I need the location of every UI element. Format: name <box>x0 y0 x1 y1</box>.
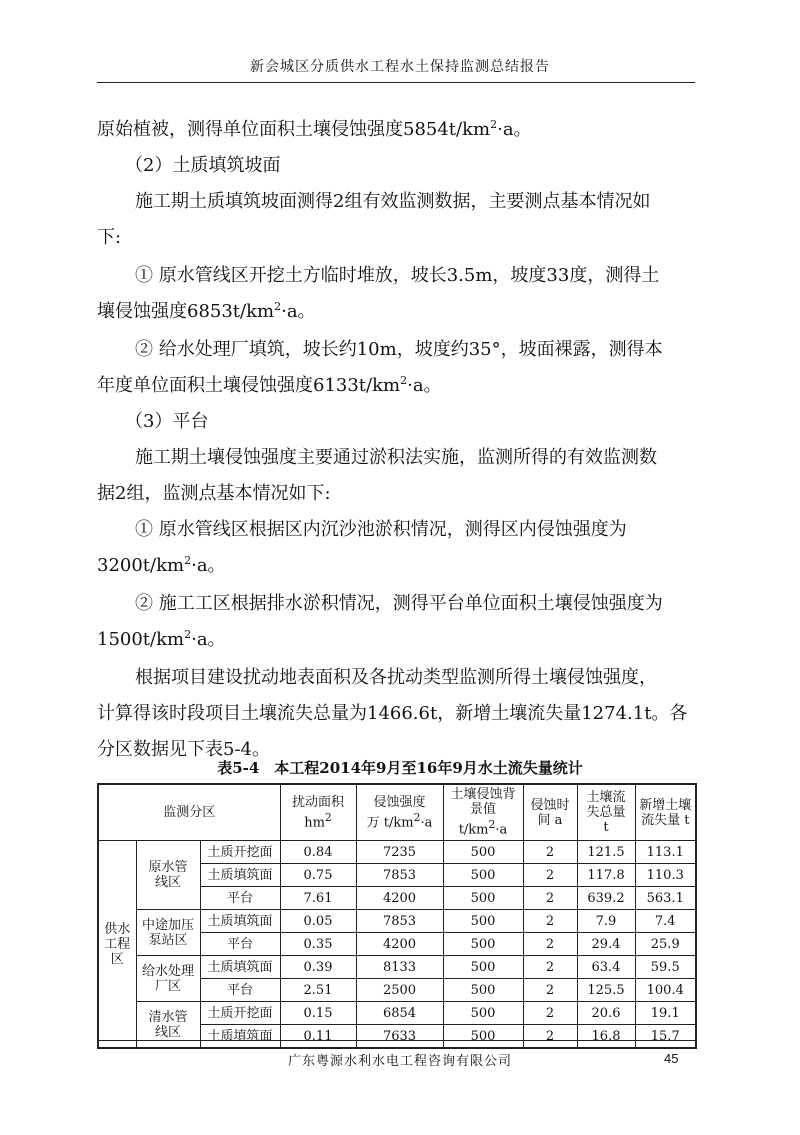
page-number: 45 <box>664 1051 679 1066</box>
paragraph-line: 年度单位面积土壤侵蚀强度$6133t/km^2\cdot a$。 <box>97 374 442 396</box>
cell-area: 0.11 <box>280 1025 356 1049</box>
cell-time: 2 <box>523 887 577 910</box>
cell-intensity: 7853 <box>356 910 443 933</box>
cell-type: 平台 <box>200 933 280 956</box>
paragraph-line: 原始植被，测得单位面积土壤侵蚀强度$5854t/km^2\cdot a$。 <box>97 118 532 140</box>
header-intensity: 侵蚀强度 万 $t/km^2\cdot a$ <box>356 784 443 841</box>
cell-background: 500 <box>443 910 523 933</box>
cell-loss: 117.8 <box>577 864 635 887</box>
header-zone: 监测分区 <box>98 784 280 841</box>
cell-background: 500 <box>443 1002 523 1025</box>
paragraph-line: ① 原水管线区根据区内沉沙池淤积情况，测得区内侵蚀强度为 <box>135 519 627 540</box>
paragraph-line: 施工期土壤侵蚀强度主要通过淤积法实施，监测所得的有效监测数 <box>135 447 657 468</box>
table-row <box>98 841 696 864</box>
cell-time: 2 <box>523 910 577 933</box>
header-rule <box>97 82 695 83</box>
cell-background: 500 <box>443 933 523 956</box>
zone-cell: 给水处理厂区 <box>136 956 200 1002</box>
cell-type: 土质填筑面 <box>200 910 280 933</box>
cell-type: 土质填筑面 <box>200 1025 280 1049</box>
cell-intensity: 4200 <box>356 933 443 956</box>
cell-type: 土质填筑面 <box>200 956 280 979</box>
cell-time: 2 <box>523 864 577 887</box>
cell-new-loss: 25.9 <box>635 933 696 956</box>
cell-loss: 29.4 <box>577 933 635 956</box>
cell-background: 500 <box>443 887 523 910</box>
cell-background: 500 <box>443 1025 523 1049</box>
header-loss: 土壤流失总量 t <box>577 784 635 841</box>
cell-area: 2.51 <box>280 979 356 1002</box>
cell-intensity: 6854 <box>356 1002 443 1025</box>
paragraph-line: $1500t/km^2\cdot a$。 <box>97 628 226 650</box>
soil-loss-table <box>97 783 697 1049</box>
cell-type: 土质填筑面 <box>200 864 280 887</box>
cell-new-loss: 7.4 <box>635 910 696 933</box>
cell-new-loss: 110.3 <box>635 864 696 887</box>
cell-new-loss: 113.1 <box>635 841 696 864</box>
cell-new-loss: 563.1 <box>635 887 696 910</box>
cell-area: 0.84 <box>280 841 356 864</box>
zone-cell: 中途加压泵站区 <box>136 910 200 956</box>
paragraph-line: ② 施工工区根据排水淤积情况，测得平台单位面积土壤侵蚀强度为 <box>135 593 663 614</box>
paragraph-line: ① 原水管线区开挖土方临时堆放，坡长3.5m，坡度33度，测得土 <box>135 265 660 286</box>
paragraph-line: 分区数据见下表5-4。 <box>97 739 270 760</box>
cell-loss: 63.4 <box>577 956 635 979</box>
cell-intensity: 7853 <box>356 864 443 887</box>
paragraph-line: 壤侵蚀强度$6853t/km^2\cdot a$。 <box>97 300 316 322</box>
footer-company: 广东粤源水利水电工程咨询有限公司 <box>287 1054 512 1069</box>
header-new-loss: 新增土壤流失量 t <box>635 784 696 841</box>
cell-intensity: 7235 <box>356 841 443 864</box>
subheading-fill-slope: （2）土质填筑坡面 <box>125 155 281 176</box>
cell-loss: 16.8 <box>577 1025 635 1049</box>
cell-time: 2 <box>523 1002 577 1025</box>
cell-time: 2 <box>523 841 577 864</box>
cell-intensity: 7633 <box>356 1025 443 1049</box>
cell-loss: 639.2 <box>577 887 635 910</box>
cell-time: 2 <box>523 979 577 1002</box>
cell-intensity: 8133 <box>356 956 443 979</box>
cell-type: 平台 <box>200 887 280 910</box>
cell-type: 平台 <box>200 979 280 1002</box>
paragraph-line: ② 给水处理厂填筑，坡长约10m，坡度约35°，坡面裸露，测得本 <box>135 339 663 360</box>
cell-loss: 7.9 <box>577 910 635 933</box>
header-time: 侵蚀时间 a <box>523 784 577 841</box>
running-header: 新会城区分质供水工程水土保持监测总结报告 <box>250 59 550 75</box>
cell-area: 0.39 <box>280 956 356 979</box>
subheading-platform: （3）平台 <box>125 411 209 432</box>
table-row <box>98 910 696 933</box>
cell-loss: 20.6 <box>577 1002 635 1025</box>
cell-area: 7.61 <box>280 887 356 910</box>
cell-new-loss: 100.4 <box>635 979 696 1002</box>
paragraph-line: 据2组，监测点基本情况如下: <box>97 483 331 504</box>
cell-loss: 125.5 <box>577 979 635 1002</box>
header-background: 土壤侵蚀背景值 $t/km^2\cdot a$ <box>443 784 523 841</box>
cell-new-loss: 59.5 <box>635 956 696 979</box>
zone-cell: 原水管线区 <box>136 841 200 910</box>
group-cell: 供水工程区 <box>98 841 136 1049</box>
cell-background: 500 <box>443 979 523 1002</box>
header-area: 扰动面积 $hm^2$ <box>280 784 356 841</box>
cell-new-loss: 15.7 <box>635 1025 696 1049</box>
cell-time: 2 <box>523 933 577 956</box>
footer-rule <box>97 1040 695 1041</box>
cell-new-loss: 19.1 <box>635 1002 696 1025</box>
zone-cell: 清水管线区 <box>136 1002 200 1049</box>
cell-area: 0.75 <box>280 864 356 887</box>
cell-loss: 121.5 <box>577 841 635 864</box>
table-row <box>98 956 696 979</box>
cell-type: 土质开挖面 <box>200 841 280 864</box>
cell-time: 2 <box>523 956 577 979</box>
paragraph-line: 施工期土质填筑坡面测得2组有效监测数据，主要测点基本情况如 <box>135 191 651 212</box>
cell-area: 0.05 <box>280 910 356 933</box>
paragraph-line: 计算得该时段项目土壤流失总量为1466.6t，新增土壤流失量1274.1t。各 <box>97 703 688 724</box>
paragraph-line: $3200t/km^2\cdot a$。 <box>97 554 226 576</box>
table-caption: 表5-4 本工程2014年9月至16年9月水土流失量统计 <box>217 759 583 777</box>
cell-background: 500 <box>443 956 523 979</box>
cell-intensity: 2500 <box>356 979 443 1002</box>
cell-intensity: 4200 <box>356 887 443 910</box>
paragraph-line: 下: <box>97 227 122 248</box>
cell-area: 0.35 <box>280 933 356 956</box>
cell-area: 0.15 <box>280 1002 356 1025</box>
cell-background: 500 <box>443 864 523 887</box>
cell-background: 500 <box>443 841 523 864</box>
table-row <box>98 1002 696 1025</box>
cell-time: 2 <box>523 1025 577 1049</box>
paragraph-line: 根据项目建设扰动地表面积及各扰动类型监测所得土壤侵蚀强度， <box>135 667 657 688</box>
table-header-row <box>98 784 696 841</box>
cell-type: 土质开挖面 <box>200 1002 280 1025</box>
